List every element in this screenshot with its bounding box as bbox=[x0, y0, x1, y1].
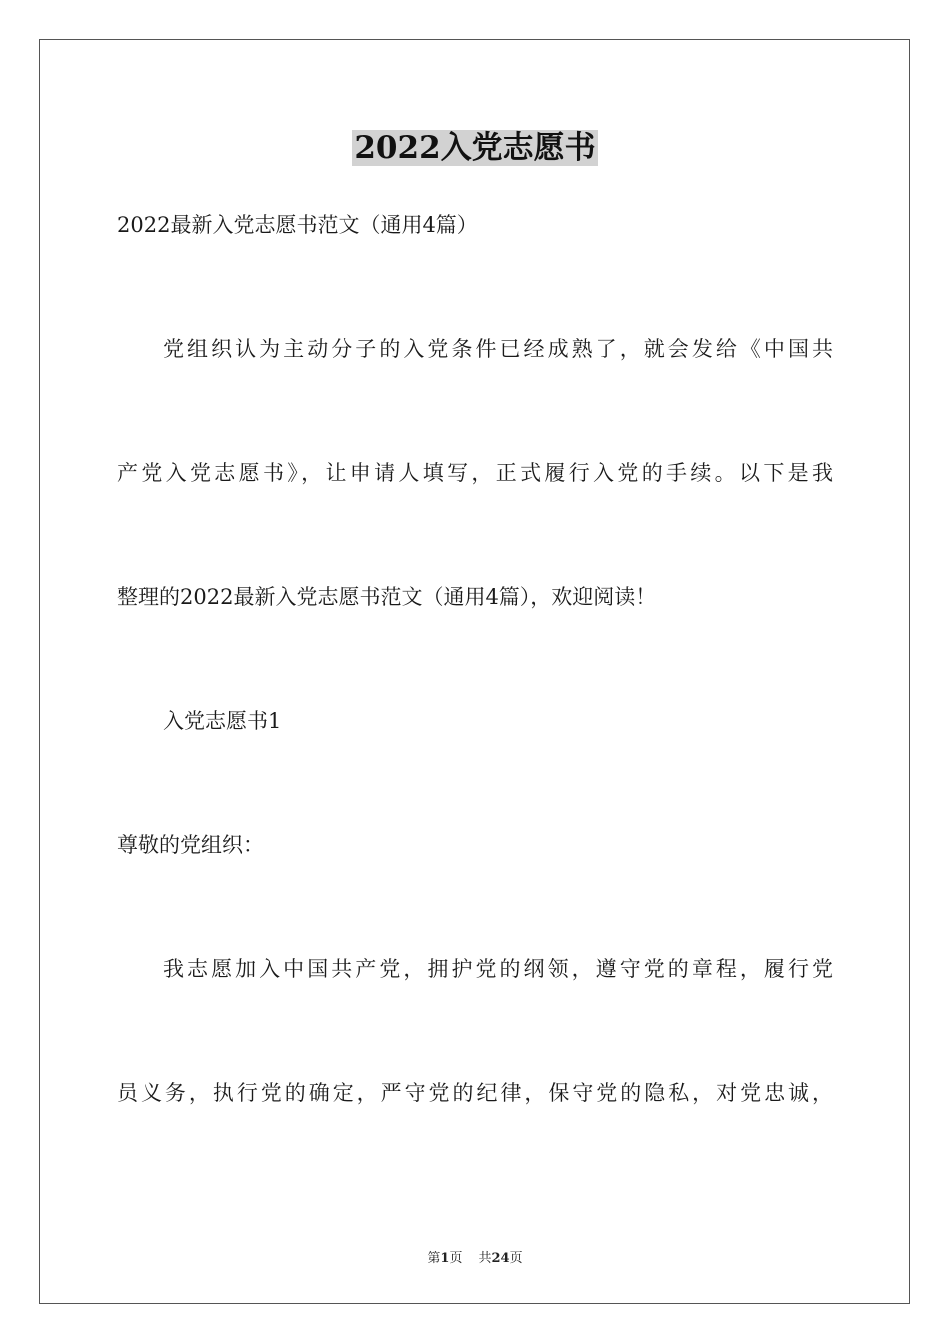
paragraph-line-2: 产党入党志愿书》，让申请人填写，正式履行入党的手续。以下是我 bbox=[117, 461, 833, 485]
paragraph-line-3: 整理的2022最新入党志愿书范文（通用4篇），欢迎阅读！ bbox=[117, 585, 657, 609]
salutation: 尊敬的党组织： bbox=[117, 833, 264, 857]
document-subtitle: 2022最新入党志愿书范文（通用4篇） bbox=[117, 213, 478, 237]
section-heading: 入党志愿书1 bbox=[163, 709, 282, 733]
footer-page-suffix: 页 bbox=[449, 1251, 463, 1266]
footer-total-pages: 24 bbox=[491, 1251, 510, 1266]
document-title-text: 2022入党志愿书 bbox=[354, 130, 596, 166]
footer-total-prefix: 共 bbox=[478, 1251, 492, 1266]
document-title bbox=[0, 126, 950, 170]
page-footer bbox=[0, 1247, 950, 1266]
footer-page-prefix: 第 bbox=[427, 1251, 441, 1266]
footer-total-suffix: 页 bbox=[509, 1251, 523, 1266]
paragraph-line-5: 员义务，执行党的确定，严守党的纪律，保守党的隐私，对党忠诚， bbox=[117, 1081, 833, 1105]
footer-page-number: 1 bbox=[440, 1251, 450, 1266]
paragraph-line-4: 我志愿加入中国共产党，拥护党的纲领，遵守党的章程，履行党 bbox=[163, 957, 833, 981]
paragraph-line-1: 党组织认为主动分子的入党条件已经成熟了，就会发给《中国共 bbox=[163, 337, 833, 361]
